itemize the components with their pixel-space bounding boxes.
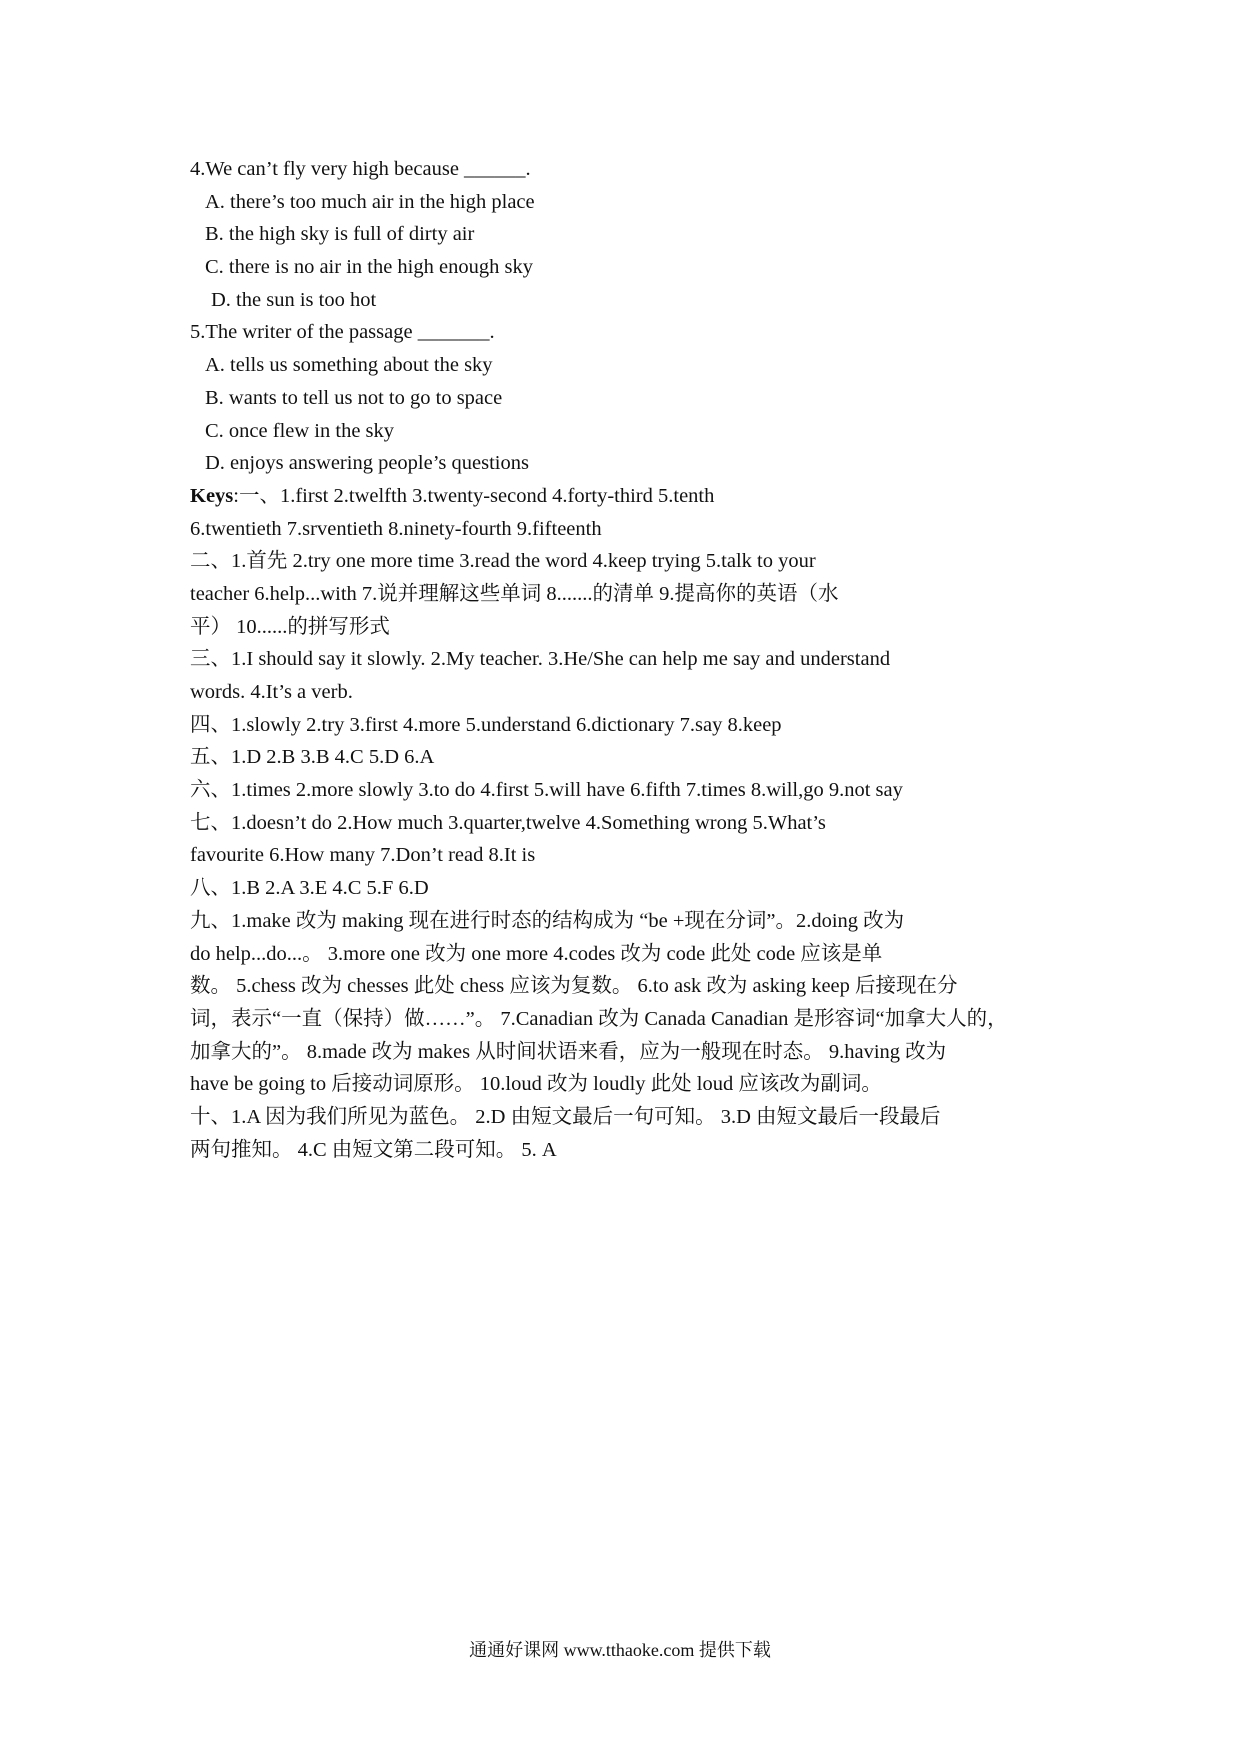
option-c: C. there is no air in the high enough sky xyxy=(205,256,533,279)
answer-keys xyxy=(190,480,1070,1166)
keys-first-line xyxy=(190,480,1070,513)
option-d: D. the sun is too hot xyxy=(211,288,377,311)
keys-line: 六、1.times 2.more slowly 3.to do 4.first 5.will have 6.fifth 7.times 8.will,go 9.not say xyxy=(190,779,903,802)
keys-line: 6.twentieth 7.srventieth 8.ninety-fourth 9.fifteenth xyxy=(190,517,602,540)
option-a: A. there’s too much air in the high place xyxy=(205,190,535,213)
keys-line: 四、1.slowly 2.try 3.first 4.more 5.understand 6.dictionary 7.say 8.keep xyxy=(190,713,782,736)
keys-line: 五、1.D 2.B 3.B 4.C 5.D 6.A xyxy=(190,746,435,769)
keys-line: 数。 5.chess 改为 chesses 此处 chess 应该为复数。 6.to ask 改为 asking keep 后接现在分 xyxy=(190,975,958,998)
option-c: C. once flew in the sky xyxy=(205,419,395,442)
page-content xyxy=(190,153,1070,1166)
option-a: A. tells us something about the sky xyxy=(205,354,493,377)
page-footer: 通通好课网 www.tthaoke.com 提供下载 xyxy=(469,1640,771,1660)
question-stem: 4.We can’t fly very high because ______. xyxy=(190,158,531,180)
keys-line: 词，表示“一直（保持）做……”。 7.Canadian 改为 Canada Canadian 是形容词“加拿大人的， xyxy=(190,1007,1008,1030)
keys-line: 加拿大的”。 8.made 改为 makes 从时间状语来看，应为一般现在时态。 9.having 改为 xyxy=(190,1040,947,1063)
keys-line: words. 4.It’s a verb. xyxy=(190,681,353,703)
keys-first-line-text: :一、1.first 2.twelfth 3.twenty-second 4.forty-third 5.tenth xyxy=(233,484,715,507)
keys-label: Keys xyxy=(190,484,234,507)
keys-line: 七、1.doesn’t do 2.How much 3.quarter,twelve 4.Something wrong 5.What’s xyxy=(190,811,826,834)
keys-line: do help...do...。 3.more one 改为 one more 4.codes 改为 code 此处 code 应该是单 xyxy=(190,942,883,965)
question-4 xyxy=(190,153,1070,316)
keys-line: 两句推知。 4.C 由短文第二段可知。 5. A xyxy=(190,1138,557,1161)
keys-line: teacher 6.help...with 7.说并理解这些单词 8.......的清单 9.提高你的英语（水 xyxy=(190,582,839,605)
keys-line: 八、1.B 2.A 3.E 4.C 5.F 6.D xyxy=(190,877,429,900)
question-5 xyxy=(190,316,1070,479)
keys-line: 平） 10......的拼写形式 xyxy=(190,615,390,638)
keys-line: favourite 6.How many 7.Don’t read 8.It is xyxy=(190,844,536,867)
keys-line: 二、1.首先 2.try one more time 3.read the word 4.keep trying 5.talk to your xyxy=(190,550,816,573)
option-d: D. enjoys answering people’s questions xyxy=(205,452,529,475)
keys-line: have be going to 后接动词原形。 10.loud 改为 loudly 此处 loud 应该改为副词。 xyxy=(190,1073,882,1096)
keys-line: 三、1.I should say it slowly. 2.My teacher. 3.He/She can help me say and understand xyxy=(190,648,891,671)
option-b: B. wants to tell us not to go to space xyxy=(205,386,503,409)
keys-line: 九、1.make 改为 making 现在进行时态的结构成为 “be +现在分词”。2.doing 改为 xyxy=(190,909,905,932)
keys-line: 十、1.A 因为我们所见为蓝色。 2.D 由短文最后一句可知。 3.D 由短文最后一段最后 xyxy=(190,1105,941,1128)
question-stem: 5.The writer of the passage _______. xyxy=(190,321,495,344)
option-b: B. the high sky is full of dirty air xyxy=(205,223,475,246)
